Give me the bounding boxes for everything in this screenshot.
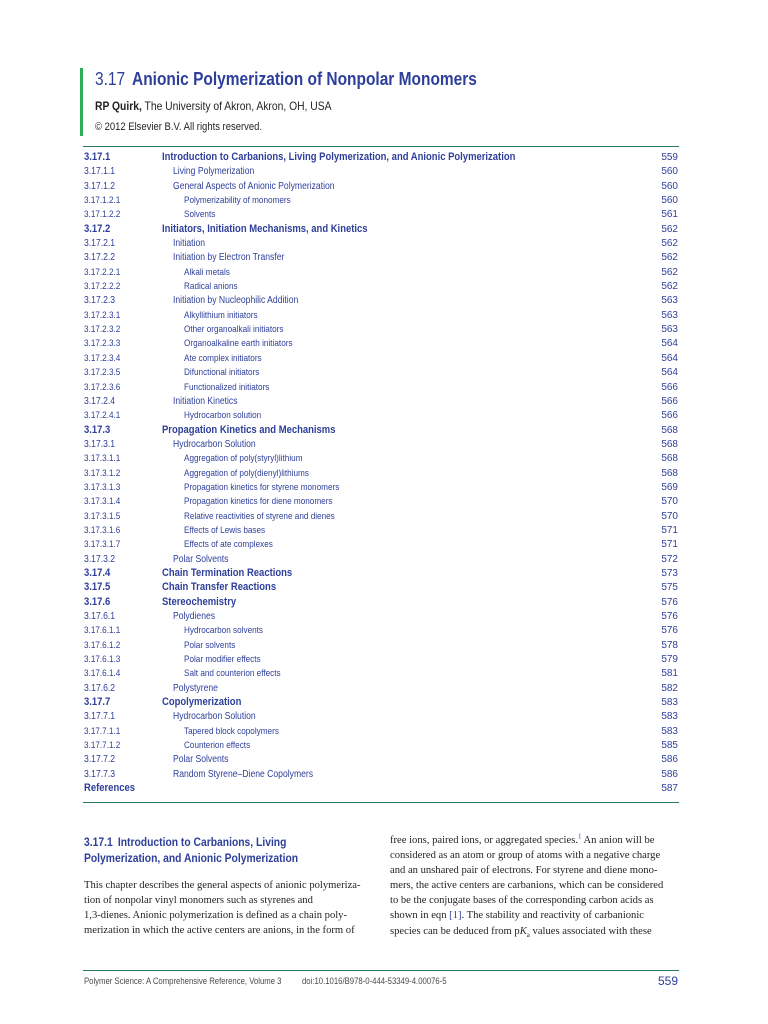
toc-top-rule — [83, 146, 679, 147]
toc-entry-title[interactable]: Propagation kinetics for diene monomers — [184, 496, 333, 508]
toc-entry[interactable] — [84, 382, 678, 396]
toc-entry[interactable] — [84, 511, 678, 525]
pka-subscript: a — [526, 930, 530, 939]
toc-entry-number: 3.17.1.1 — [84, 166, 116, 178]
table-of-contents — [84, 152, 678, 797]
toc-entry-number: 3.17.1 — [84, 151, 111, 163]
toc-entry-title[interactable]: Polymerizability of monomers — [184, 195, 291, 207]
body-line: mers, the active centers are carbanions, which can be considered — [390, 880, 664, 892]
toc-entry[interactable] — [84, 568, 678, 582]
toc-entry-title[interactable]: Chain Transfer Reactions — [162, 581, 277, 594]
toc-entry-number: 3.17.7 — [84, 696, 111, 709]
toc-entry-page: 566 — [661, 381, 678, 393]
toc-entry-page: 578 — [661, 639, 678, 651]
toc-entry[interactable] — [84, 195, 678, 209]
toc-entry-number: 3.17.2.2.1 — [84, 266, 121, 278]
toc-entry-number: 3.17.2.3.4 — [84, 352, 121, 364]
toc-entry-number: 3.17.3.1.4 — [84, 496, 121, 508]
toc-entry-number: 3.17.5 — [84, 581, 111, 594]
toc-entry-title[interactable]: Functionalized initiators — [184, 381, 270, 393]
toc-entry-title[interactable]: Initiation by Nucleophilic Addition — [173, 295, 299, 307]
toc-entry[interactable] — [84, 166, 678, 180]
toc-entry-title[interactable]: Ate complex initiators — [184, 352, 262, 364]
toc-entry[interactable] — [84, 539, 678, 553]
body-text-span: shown in eqn — [390, 910, 450, 922]
toc-entry-title[interactable]: Hydrocarbon Solution — [173, 711, 256, 723]
toc-entry[interactable] — [84, 783, 678, 797]
toc-entry[interactable] — [84, 726, 678, 740]
body-line: considered as an atom or group of atoms with a negative charge — [390, 850, 661, 862]
toc-entry-page: 559 — [661, 152, 678, 163]
chapter-number: 3.17 — [95, 69, 126, 89]
toc-entry-page: 562 — [661, 252, 678, 264]
toc-bottom-rule — [83, 802, 679, 803]
toc-entry[interactable] — [84, 252, 678, 266]
author-line — [95, 99, 332, 113]
toc-entry[interactable] — [84, 697, 678, 711]
footer-source: Polymer Science: A Comprehensive Reference, Volume 3 — [84, 976, 282, 986]
toc-entry-page: 560 — [661, 180, 678, 192]
toc-entry[interactable] — [84, 224, 678, 238]
toc-entry-page: 586 — [661, 754, 678, 766]
toc-entry-number: 3.17.2.4.1 — [84, 410, 121, 422]
toc-entry-title[interactable]: Initiators, Initiation Mechanisms, and Kinetics — [162, 222, 368, 235]
toc-entry[interactable] — [84, 654, 678, 668]
toc-entry-number: 3.17.6.1.1 — [84, 625, 121, 637]
toc-entry[interactable] — [84, 640, 678, 654]
toc-entry-number: 3.17.2.3.3 — [84, 338, 121, 350]
toc-entry-page: 581 — [661, 668, 678, 680]
toc-entry-number: 3.17.6 — [84, 595, 111, 608]
toc-entry-number: 3.17.2.3 — [84, 295, 116, 307]
toc-entry-page: 568 — [661, 424, 678, 436]
toc-entry-title[interactable]: Initiation Kinetics — [173, 395, 238, 407]
toc-entry-title[interactable]: Alkyllithium initiators — [184, 309, 258, 321]
body-text-span: free ions, paired ions, or aggregated species. — [390, 835, 578, 846]
toc-entry-number: 3.17.6.1.2 — [84, 639, 121, 651]
toc-entry-page: 582 — [661, 682, 678, 694]
toc-entry-number: 3.17.2 — [84, 222, 111, 235]
toc-entry-page: 570 — [661, 496, 678, 508]
toc-entry-title[interactable]: Propagation kinetics for styrene monomers — [184, 481, 340, 493]
section-number: 3.17.1 — [84, 835, 113, 849]
toc-entry-number: 3.17.3 — [84, 423, 111, 436]
toc-entry-number: 3.17.6.1.4 — [84, 668, 121, 680]
section-heading — [84, 834, 333, 866]
toc-entry-page: 562 — [661, 281, 678, 293]
toc-entry-page: 560 — [661, 166, 678, 178]
toc-entry-title[interactable]: Chain Termination Reactions — [162, 566, 293, 579]
toc-entry-page: 587 — [661, 783, 678, 795]
page-footer — [84, 975, 678, 991]
toc-entry[interactable] — [84, 396, 678, 410]
toc-entry-page: 562 — [661, 223, 678, 235]
toc-entry-title[interactable]: Initiation — [173, 238, 206, 250]
toc-entry-number: 3.17.2.3.5 — [84, 367, 121, 379]
toc-entry-page: 583 — [661, 697, 678, 709]
toc-entry-number: 3.17.4 — [84, 566, 111, 579]
toc-entry-page: 563 — [661, 309, 678, 321]
toc-entry-title[interactable]: Living Polymerization — [173, 166, 255, 178]
toc-entry-number: 3.17.2.2 — [84, 252, 116, 264]
toc-entry[interactable] — [84, 281, 678, 295]
body-line — [390, 908, 678, 923]
toc-entry-title[interactable]: Salt and counterion effects — [184, 668, 281, 680]
toc-entry-title[interactable]: Propagation Kinetics and Mechanisms — [162, 423, 336, 436]
toc-entry[interactable] — [84, 769, 678, 783]
toc-entry-title[interactable]: Polystyrene — [173, 682, 218, 694]
toc-entry-number: 3.17.6.2 — [84, 682, 116, 694]
toc-entry[interactable] — [84, 152, 678, 166]
body-text-span: species can be deduced from p — [390, 925, 520, 937]
toc-entry-number: 3.17.2.3.6 — [84, 381, 121, 393]
toc-entry-page: 566 — [661, 410, 678, 422]
toc-entry-number: 3.17.3.1 — [84, 438, 116, 450]
toc-entry-page: 583 — [661, 725, 678, 737]
toc-entry-page: 585 — [661, 740, 678, 752]
toc-entry[interactable] — [84, 711, 678, 725]
body-line: 1,3-dienes. Anionic polymerization is defined as a chain poly- — [84, 910, 348, 922]
toc-entry-title[interactable]: Stereochemistry — [162, 595, 237, 608]
toc-entry-page: 576 — [661, 625, 678, 637]
toc-entry[interactable] — [84, 625, 678, 639]
toc-entry-number: 3.17.1.2.2 — [84, 209, 121, 221]
body-line: tion of nonpolar vinyl monomers such as styrenes and — [84, 895, 313, 907]
toc-entry-page: 579 — [661, 654, 678, 666]
toc-entry[interactable] — [84, 668, 678, 682]
toc-entry-title[interactable]: Solvents — [184, 209, 216, 221]
toc-entry-number: 3.17.2.3.1 — [84, 309, 121, 321]
toc-entry-page: 586 — [661, 768, 678, 780]
toc-entry-page: 575 — [661, 582, 678, 594]
toc-entry[interactable] — [84, 525, 678, 539]
toc-entry-number: 3.17.2.1 — [84, 238, 116, 250]
body-column-left — [84, 878, 374, 938]
toc-entry-number: 3.17.3.1.7 — [84, 539, 121, 551]
toc-entry-number: 3.17.6.1 — [84, 611, 116, 622]
toc-entry-page: 571 — [661, 524, 678, 536]
toc-entry-page: 573 — [661, 567, 678, 579]
toc-entry-title[interactable]: Polar modifier effects — [184, 654, 261, 666]
toc-entry[interactable] — [84, 367, 678, 381]
toc-entry[interactable] — [84, 439, 678, 453]
toc-entry-number: 3.17.3.1.6 — [84, 524, 121, 536]
footnote-ref[interactable]: 1 — [577, 832, 582, 841]
toc-entry-page: 564 — [661, 338, 678, 350]
toc-entry-page: 562 — [661, 266, 678, 278]
body-line: and an unshared pair of electrons. For styrene and diene mono- — [390, 865, 658, 877]
body-text-span: . The stability and reactivity of carbanionic — [461, 910, 644, 922]
toc-entry-number: 3.17.1.2 — [84, 180, 116, 192]
toc-entry[interactable] — [84, 468, 678, 482]
toc-entry-title[interactable]: Difunctional initiators — [184, 367, 260, 379]
toc-entry-page: 568 — [661, 467, 678, 479]
toc-entry-title[interactable]: Aggregation of poly(styryl)lithium — [184, 453, 303, 465]
toc-entry-page: 572 — [661, 553, 678, 565]
toc-entry[interactable] — [84, 324, 678, 338]
toc-entry-number: 3.17.7.1.1 — [84, 725, 121, 737]
toc-entry-number: 3.17.2.3.2 — [84, 324, 121, 336]
body-text-span: values associated with these — [529, 925, 652, 937]
body-line: to be the conjugate bases of the corresponding carbon acids as — [390, 895, 654, 907]
toc-entry-title[interactable]: Effects of ate complexes — [184, 539, 273, 551]
toc-entry-number: 3.17.6.1.3 — [84, 654, 121, 666]
toc-entry-title[interactable]: Relative reactivities of styrene and dienes — [184, 510, 335, 522]
section-title-line1: Introduction to Carbanions, Living — [117, 835, 287, 849]
footer-page-number: 559 — [657, 974, 678, 988]
toc-entry[interactable] — [84, 611, 678, 625]
toc-entry-page: 583 — [661, 711, 678, 723]
toc-entry[interactable] — [84, 295, 678, 309]
toc-entry-number: 3.17.7.3 — [84, 768, 116, 780]
toc-entry-title[interactable]: Polar Solvents — [173, 754, 229, 766]
article-header — [80, 65, 680, 135]
toc-entry-page: 563 — [661, 324, 678, 336]
toc-entry[interactable] — [84, 209, 678, 223]
toc-entry[interactable] — [84, 582, 678, 596]
toc-entry-number: 3.17.1.2.1 — [84, 195, 121, 207]
toc-entry-title[interactable]: Polar solvents — [184, 639, 236, 651]
toc-entry-page: 566 — [661, 395, 678, 407]
toc-entry-title[interactable]: Copolymerization — [162, 696, 242, 709]
body-line — [390, 833, 678, 848]
body-line: merization in which the active centers are anions, in the form of — [84, 925, 355, 937]
toc-entry-number: 3.17.2.4 — [84, 395, 116, 407]
toc-entry-number: 3.17.3.1.3 — [84, 481, 121, 493]
copyright-notice: © 2012 Elsevier B.V. All rights reserved. — [95, 121, 263, 133]
toc-entry-number: 3.17.7.1.2 — [84, 740, 121, 752]
toc-entry[interactable] — [84, 453, 678, 467]
toc-entry-number: 3.17.3.2 — [84, 553, 116, 565]
toc-entry-number: 3.17.7.1 — [84, 711, 116, 723]
toc-entry-page: 560 — [661, 195, 678, 207]
toc-entry[interactable] — [84, 597, 678, 611]
toc-entry[interactable] — [84, 267, 678, 281]
toc-entry-title[interactable]: Initiation by Electron Transfer — [173, 252, 285, 264]
toc-entry-title[interactable]: Hydrocarbon solvents — [184, 625, 264, 637]
toc-entry-number: 3.17.3.1.2 — [84, 467, 121, 479]
body-column-right — [390, 833, 678, 939]
chapter-title — [95, 69, 477, 90]
toc-entry-page: 562 — [661, 238, 678, 250]
toc-entry-page: 563 — [661, 295, 678, 307]
toc-entry-number: 3.17.2.2.2 — [84, 281, 121, 293]
author-name: RP Quirk, — [95, 99, 142, 113]
toc-entry[interactable] — [84, 238, 678, 252]
toc-entry-page: 561 — [661, 209, 678, 221]
toc-entry-title[interactable]: Aggregation of poly(dienyl)lithiums — [184, 467, 309, 479]
toc-entry-title[interactable]: General Aspects of Anionic Polymerization — [173, 180, 335, 192]
toc-entry-title[interactable]: Polydienes — [173, 611, 216, 622]
toc-entry-page: 564 — [661, 352, 678, 364]
toc-entry-title[interactable]: Random Styrene–Diene Copolymers — [173, 768, 314, 780]
toc-entry-title[interactable]: Effects of Lewis bases — [184, 524, 266, 536]
toc-entry[interactable] — [84, 338, 678, 352]
toc-entry[interactable] — [84, 740, 678, 754]
toc-entry-number: 3.17.3.1.5 — [84, 510, 121, 522]
toc-entry[interactable] — [84, 310, 678, 324]
toc-entry-page: 568 — [661, 438, 678, 450]
toc-entry-title[interactable]: Hydrocarbon Solution — [173, 438, 256, 450]
toc-entry-title[interactable]: Hydrocarbon solution — [184, 410, 262, 422]
toc-entry[interactable] — [84, 425, 678, 439]
toc-entry[interactable] — [84, 353, 678, 367]
section-title-line2: Polymerization, and Anionic Polymerization — [84, 851, 299, 865]
toc-entry-page: 564 — [661, 367, 678, 379]
toc-entry-page: 576 — [661, 611, 678, 622]
toc-entry-page: 568 — [661, 453, 678, 465]
toc-entry-number: 3.17.3.1.1 — [84, 453, 121, 465]
toc-entry[interactable] — [84, 181, 678, 195]
author-affiliation: The University of Akron, Akron, OH, USA — [144, 99, 332, 113]
toc-entry[interactable] — [84, 482, 678, 496]
pka-symbol: K — [519, 925, 527, 937]
toc-entry-title[interactable]: Introduction to Carbanions, Living Polymerization, and Anionic Polymerization — [162, 151, 516, 163]
toc-entry-title[interactable]: Other organoalkali initiators — [184, 324, 284, 336]
toc-entry-number: References — [84, 782, 136, 795]
header-accent-bar — [80, 68, 83, 136]
footer-doi[interactable]: doi:10.1016/B978-0-444-53349-4.00076-5 — [302, 976, 447, 986]
toc-entry-title[interactable]: Counterion effects — [184, 740, 251, 752]
body-text-span: An anion will be — [581, 835, 655, 846]
equation-ref-link[interactable]: [1] — [449, 910, 462, 922]
toc-entry[interactable] — [84, 496, 678, 510]
toc-entry[interactable] — [84, 554, 678, 568]
body-line: This chapter describes the general aspects of anionic polymeriza- — [84, 880, 361, 891]
toc-entry[interactable] — [84, 410, 678, 424]
toc-entry-page: 576 — [661, 596, 678, 608]
toc-entry-page: 569 — [661, 481, 678, 493]
toc-entry-title[interactable]: Alkali metals — [184, 266, 230, 278]
toc-entry-title[interactable]: Radical anions — [184, 281, 238, 293]
toc-entry[interactable] — [84, 683, 678, 697]
toc-entry-page: 570 — [661, 510, 678, 522]
chapter-title-text: Anionic Polymerization of Nonpolar Monomers — [132, 69, 477, 89]
toc-entry-page: 571 — [661, 539, 678, 551]
toc-entry-number: 3.17.7.2 — [84, 754, 116, 766]
footer-rule — [83, 970, 679, 971]
body-line — [390, 924, 678, 939]
toc-entry-title[interactable]: Tapered block copolymers — [184, 725, 279, 737]
toc-entry-title[interactable]: Polar Solvents — [173, 553, 229, 565]
toc-entry-title[interactable]: Organoalkaline earth initiators — [184, 338, 293, 350]
toc-entry[interactable] — [84, 754, 678, 768]
